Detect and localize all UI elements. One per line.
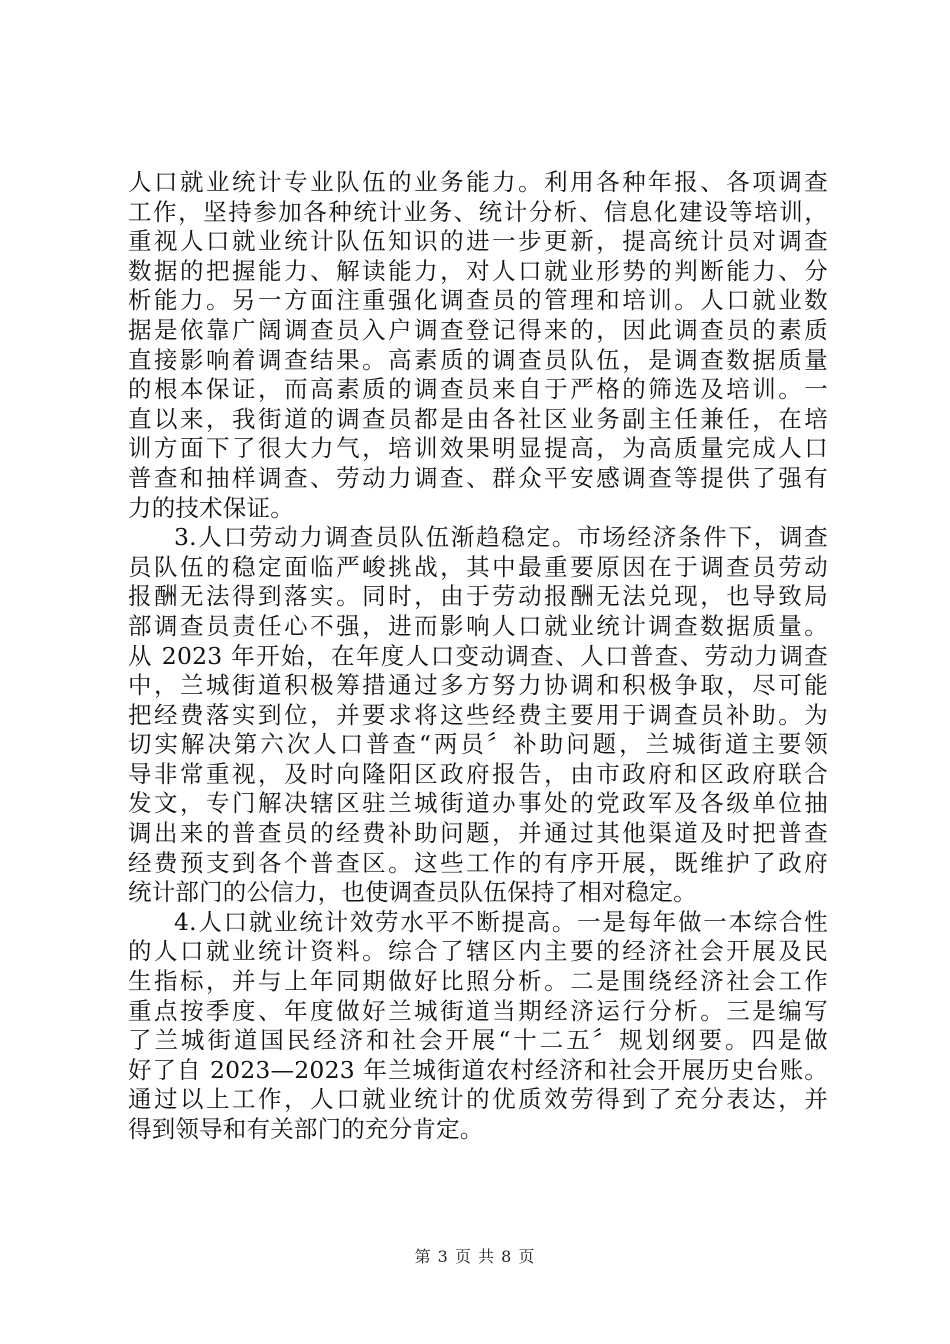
text-line: 了兰城街道国民经济和社会开展“十二五〞规划纲要。四是做	[128, 1026, 828, 1055]
text-line: 重视人口就业统计队伍知识的进一步更新，提高统计员对调查	[128, 227, 828, 256]
text-line: 得到领导和有关部门的充分肯定。	[128, 1115, 484, 1143]
text-line: 通过以上工作，人口就业统计的优质效劳得到了充分表达，并	[128, 1085, 828, 1114]
text-line: 生指标，并与上年同期做好比照分析。二是围绕经济社会工作	[128, 967, 828, 996]
text-line: 3.人口劳动力调查员队伍渐趋稳定。市场经济条件下，调查	[174, 523, 828, 552]
text-line: 报酬无法得到落实。同时，由于劳动报酬无法兑现，也导致局	[128, 582, 828, 611]
text-line: 从 2023 年开始，在年度人口变动调查、人口普查、劳动力调查	[128, 641, 828, 670]
text-line: 的人口就业统计资料。综合了辖区内主要的经济社会开展及民	[128, 937, 828, 966]
text-line: 导非常重视，及时向隆阳区政府报告，由市政府和区政府联合	[128, 759, 828, 788]
text-line: 发文，专门解决辖区驻兰城街道办事处的党政军及各级单位抽	[128, 789, 828, 818]
text-line: 析能力。另一方面注重强化调查员的管理和培训。人口就业数	[128, 286, 828, 315]
body-text	[128, 168, 828, 1145]
text-line: 直接影响着调查结果。高素质的调查员队伍，是调查数据质量	[128, 345, 828, 374]
text-line: 直以来，我街道的调查员都是由各社区业务副主任兼任，在培	[128, 404, 828, 433]
text-line: 统计部门的公信力，也使调查员队伍保持了相对稳定。	[128, 878, 697, 907]
text-line: 重点按季度、年度做好兰城街道当期经济运行分析。三是编写	[128, 996, 828, 1025]
text-line: 中，兰城街道积极筹措通过多方努力协调和积极争取，尽可能	[128, 671, 828, 700]
text-line: 好了自 2023—2023 年兰城街道农村经济和社会开展历史台账。	[128, 1055, 828, 1084]
text-line: 据是依靠广阔调查员入户调查登记得来的，因此调查员的素质	[128, 315, 828, 344]
text-line: 的根本保证，而高素质的调查员来自于严格的筛选及培训。一	[128, 375, 828, 404]
text-line: 经费预支到各个普查区。这些工作的有序开展，既维护了政府	[128, 848, 828, 877]
text-line: 数据的把握能力、解读能力，对人口就业形势的判断能力、分	[128, 256, 828, 285]
text-line: 把经费落实到位，并要求将这些经费主要用于调查员补助。为	[128, 700, 828, 729]
text-line: 调出来的普查员的经费补助问题，并通过其他渠道及时把普查	[128, 819, 828, 848]
page-footer: 第 3 页 共 8 页	[414, 1247, 536, 1266]
text-line: 部调查员责任心不强，进而影响人口就业统计调查数据质量。	[128, 611, 828, 640]
text-line: 工作，坚持参加各种统计业务、统计分析、信息化建设等培训，	[128, 197, 828, 226]
text-line: 切实解决第六次人口普查“两员〞补助问题，兰城街道主要领	[128, 730, 828, 759]
text-line: 力的技术保证。	[128, 493, 294, 522]
text-line: 训方面下了很大力气，培训效果明显提高，为高质量完成人口	[128, 434, 828, 463]
text-line: 普查和抽样调查、劳动力调查、群众平安感调查等提供了强有	[128, 463, 828, 492]
text-line: 员队伍的稳定面临严峻挑战，其中最重要原因在于调查员劳动	[128, 552, 828, 581]
text-line: 人口就业统计专业队伍的业务能力。利用各种年报、各项调查	[128, 168, 828, 196]
text-line: 4.人口就业统计效劳水平不断提高。一是每年做一本综合性	[174, 907, 828, 936]
